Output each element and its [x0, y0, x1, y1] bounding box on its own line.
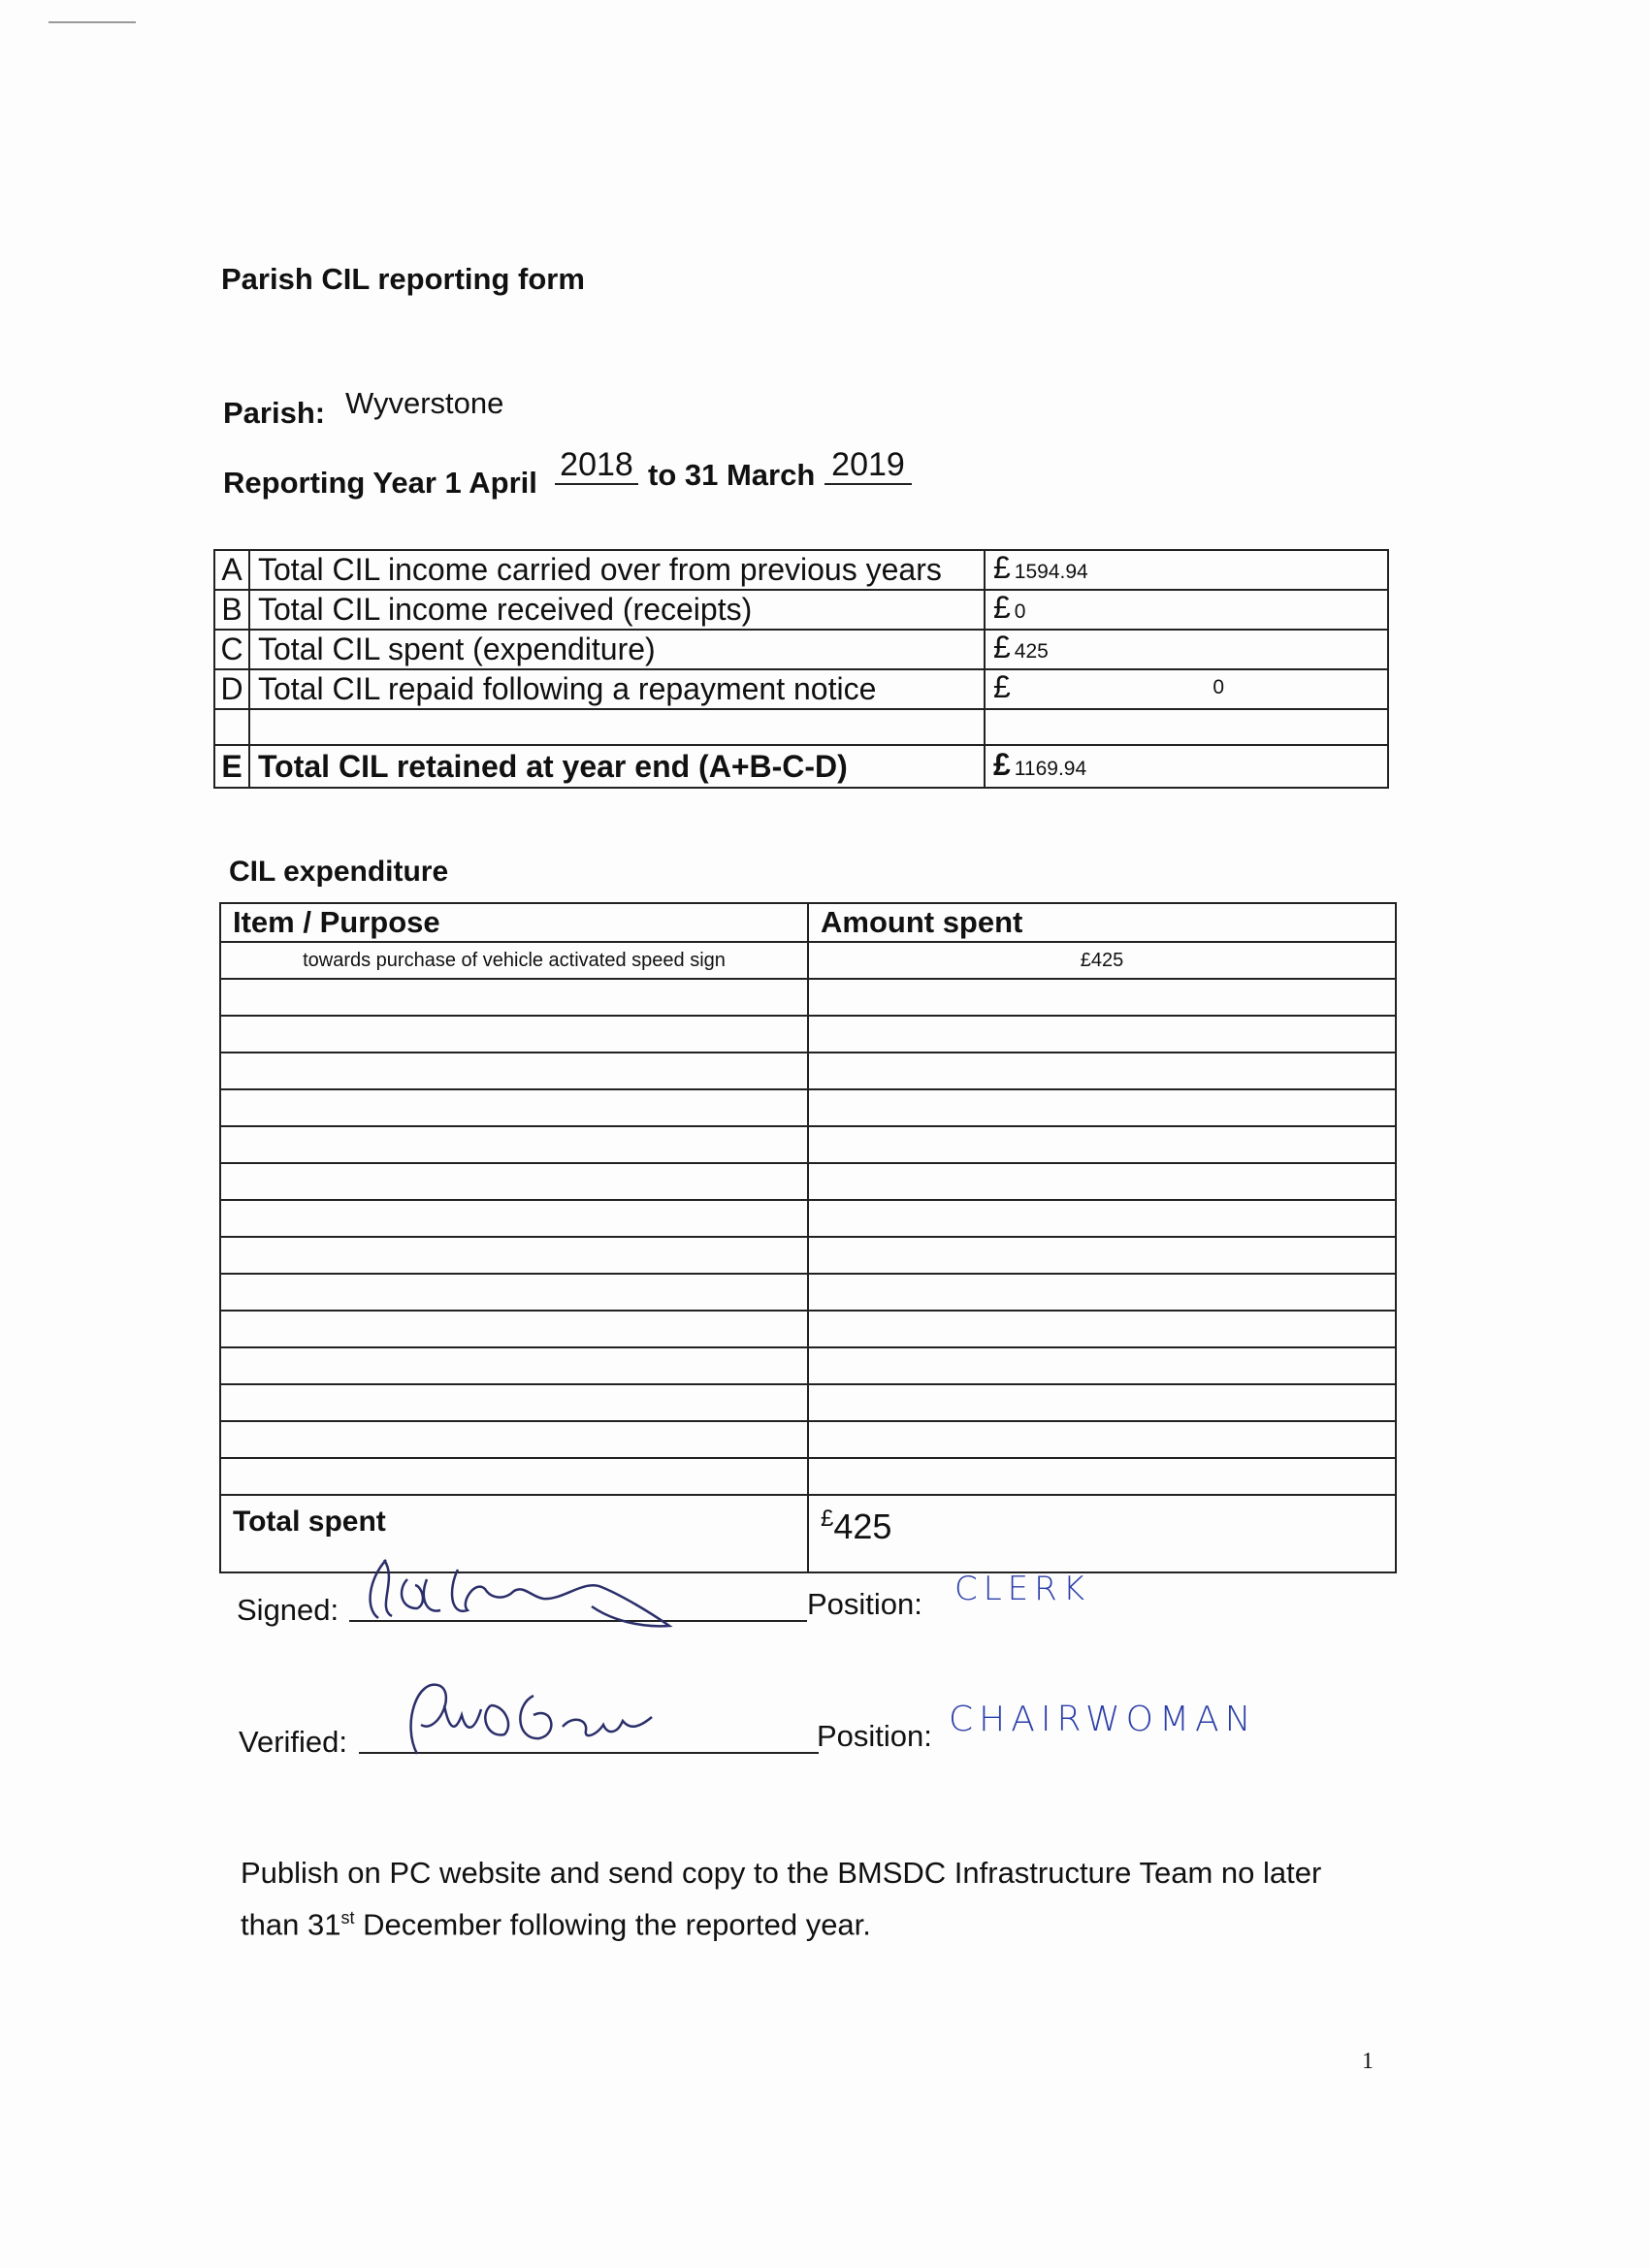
table-row	[220, 1458, 1396, 1495]
signed-label: Signed:	[237, 1593, 340, 1627]
note-line-1: Publish on PC website and send copy to the BMSDC Infrastructure Team no later	[241, 1856, 1322, 1890]
row-description: Total CIL repaid following a repayment notice	[249, 669, 985, 709]
row-description: Total CIL income carried over from previous years	[249, 550, 985, 590]
table-header-row	[220, 903, 1396, 942]
amount-cell	[808, 1347, 1396, 1384]
amount-cell	[808, 1089, 1396, 1126]
row-description: Total CIL income received (receipts)	[249, 590, 985, 630]
total-letter: E	[214, 745, 249, 788]
reporting-start-year: 2018	[555, 446, 638, 485]
summary-row	[214, 669, 1388, 709]
item-cell	[220, 1421, 808, 1458]
parish-label: Parish:	[223, 396, 326, 430]
cil-summary-table	[213, 549, 1389, 789]
parish-value: Wyverstone	[345, 386, 504, 420]
amount-cell	[808, 1274, 1396, 1311]
table-row	[220, 1347, 1396, 1384]
table-row	[220, 1384, 1396, 1421]
total-description: Total CIL retained at year end (A+B-C-D)	[249, 745, 985, 788]
amount-cell: £425	[808, 942, 1396, 979]
table-row	[220, 1126, 1396, 1163]
pound-sign: £	[993, 746, 1011, 782]
expenditure-heading: CIL expenditure	[229, 856, 449, 888]
table-row	[220, 1200, 1396, 1237]
page-number: 1	[1362, 2049, 1374, 2074]
row-letter: B	[214, 590, 249, 630]
total-amount	[985, 745, 1388, 788]
summary-row	[214, 590, 1388, 630]
signed-position-value: CLERK	[954, 1570, 1091, 1608]
item-cell	[220, 1089, 808, 1126]
column-header-item: Item / Purpose	[220, 903, 808, 942]
table-row	[220, 1274, 1396, 1311]
row-amount	[985, 590, 1388, 630]
table-row	[220, 1421, 1396, 1458]
row-letter: D	[214, 669, 249, 709]
blank-cell	[249, 709, 985, 745]
clerk-signature	[359, 1540, 689, 1628]
note-text: than 31	[241, 1907, 341, 1942]
pound-sign: £	[993, 669, 1011, 704]
summary-row	[214, 550, 1388, 590]
table-row	[220, 1053, 1396, 1089]
summary-row	[214, 630, 1388, 669]
amount-cell	[808, 979, 1396, 1016]
note-line-2	[241, 1895, 1424, 1947]
row-amount	[985, 550, 1388, 590]
item-cell	[220, 1311, 808, 1347]
row-letter: A	[214, 550, 249, 590]
amount-cell	[808, 1421, 1396, 1458]
item-cell	[220, 1274, 808, 1311]
amount-value: 1594.94	[1014, 561, 1088, 583]
item-cell	[220, 1237, 808, 1274]
verified-position-label: Position:	[817, 1719, 932, 1753]
note-text: December following the reported year.	[354, 1907, 871, 1942]
table-row	[220, 1311, 1396, 1347]
expenditure-table	[219, 902, 1397, 1573]
item-cell	[220, 1163, 808, 1200]
scan-mark	[48, 21, 136, 23]
amount-cell	[808, 1311, 1396, 1347]
amount-cell	[808, 1163, 1396, 1200]
chair-signature	[398, 1667, 718, 1764]
reporting-end-year: 2019	[824, 446, 912, 485]
item-cell	[220, 1458, 808, 1495]
total-spent-label: Total spent	[220, 1495, 808, 1572]
pound-sign: £	[993, 590, 1011, 625]
item-cell	[220, 1126, 808, 1163]
verified-position-value: CHAIRWOMAN	[949, 1700, 1257, 1739]
table-row	[220, 1089, 1396, 1126]
blank-cell	[985, 709, 1388, 745]
row-description: Total CIL spent (expenditure)	[249, 630, 985, 669]
pound-sign: £	[821, 1506, 834, 1532]
ordinal-suffix: st	[340, 1908, 355, 1928]
row-amount	[985, 669, 1388, 709]
signed-position-label: Position:	[807, 1587, 922, 1621]
table-row	[220, 1016, 1396, 1053]
amount-cell	[808, 1384, 1396, 1421]
item-cell	[220, 1347, 808, 1384]
amount-cell	[808, 1126, 1396, 1163]
reporting-year-label: Reporting Year 1 April	[223, 466, 537, 500]
publish-instructions	[241, 1851, 1424, 1947]
pound-sign: £	[993, 630, 1011, 664]
item-cell	[220, 1384, 808, 1421]
amount-cell	[808, 1237, 1396, 1274]
item-cell	[220, 1053, 808, 1089]
form-title: Parish CIL reporting form	[221, 262, 585, 296]
item-cell	[220, 1016, 808, 1053]
total-spent-value: 425	[833, 1507, 892, 1546]
amount-value: 0	[1212, 676, 1224, 698]
column-header-amount: Amount spent	[808, 903, 1396, 942]
summary-blank-row	[214, 709, 1388, 745]
amount-cell	[808, 1016, 1396, 1053]
amount-cell	[808, 1200, 1396, 1237]
item-cell	[220, 979, 808, 1016]
amount-value: 0	[1014, 600, 1026, 623]
amount-value: 1169.94	[1014, 757, 1087, 780]
item-cell: towards purchase of vehicle activated speed sign	[220, 942, 808, 979]
verified-label: Verified:	[239, 1725, 348, 1759]
amount-value: 425	[1014, 640, 1049, 663]
reporting-year-to: to 31 March	[648, 458, 816, 492]
total-spent-amount	[808, 1495, 1396, 1572]
pound-sign: £	[993, 550, 1011, 585]
row-amount	[985, 630, 1388, 669]
table-row	[220, 1163, 1396, 1200]
row-letter: C	[214, 630, 249, 669]
amount-cell	[808, 1053, 1396, 1089]
table-row	[220, 979, 1396, 1016]
summary-total-row	[214, 745, 1388, 788]
table-row	[220, 942, 1396, 979]
blank-cell	[214, 709, 249, 745]
item-cell	[220, 1200, 808, 1237]
table-row	[220, 1237, 1396, 1274]
amount-cell	[808, 1458, 1396, 1495]
